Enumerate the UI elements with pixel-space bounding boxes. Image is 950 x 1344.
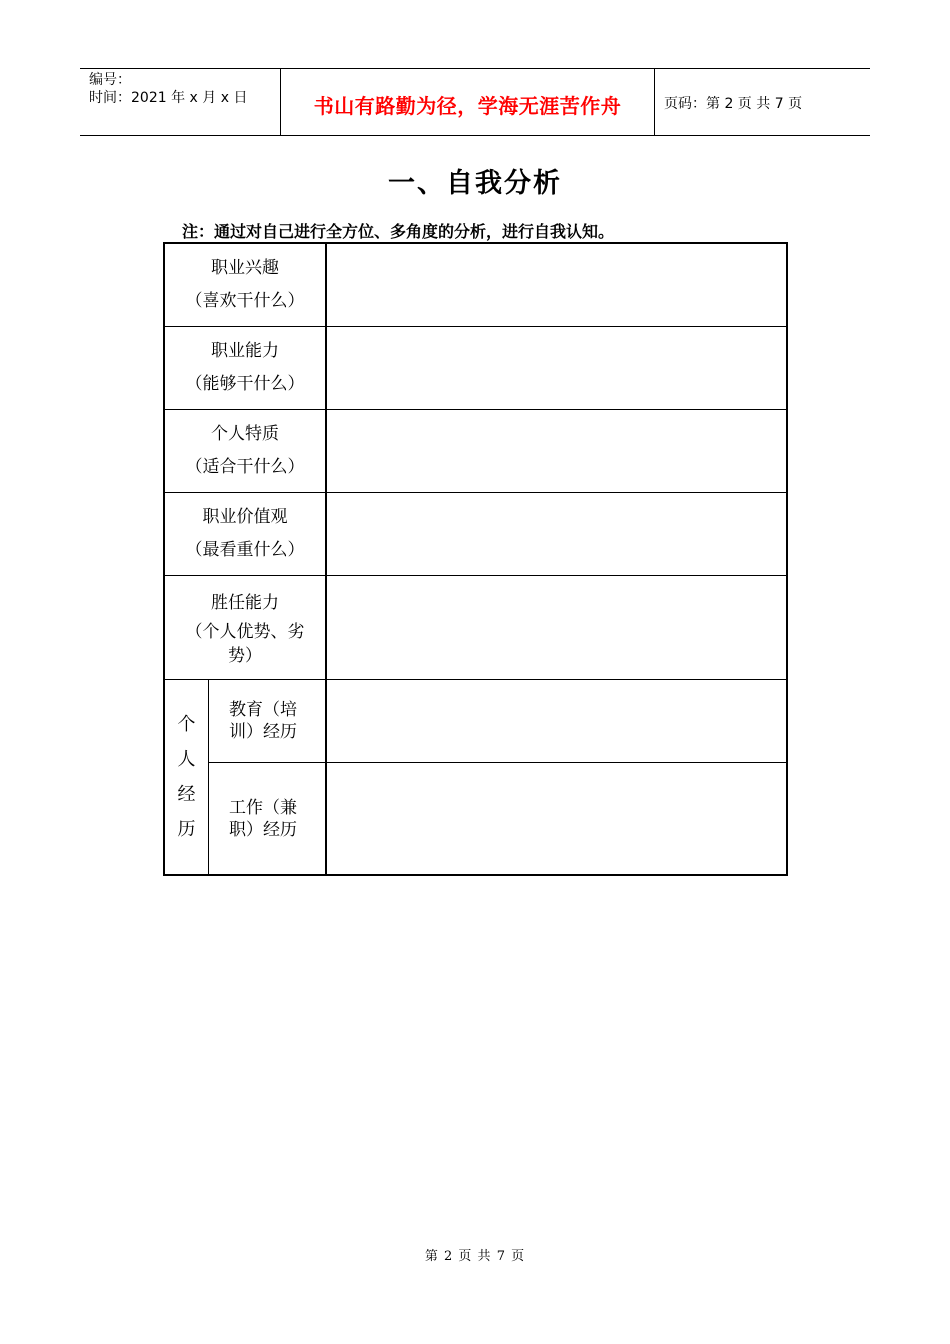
row-label-subtitle: （适合干什么） [185, 457, 305, 477]
document-header [80, 68, 870, 136]
header-meta [80, 69, 281, 135]
work-label: 工作（兼职）经历 [229, 797, 297, 840]
personal-experience-label [165, 680, 209, 874]
education-label-cell [209, 680, 327, 762]
row-label-subtitle: （最看重什么） [185, 540, 305, 560]
personal-experience-block [165, 680, 786, 874]
table-row [165, 576, 786, 680]
document-date: 时间：2021 年 x 月 x 日 [89, 90, 248, 106]
row-label-subtitle: （个人优势、劣势） [185, 622, 305, 666]
side-char: 经 [177, 784, 196, 805]
row-label [165, 576, 327, 679]
side-char: 人 [177, 749, 196, 770]
row-label-title: 个人特质 [211, 424, 279, 444]
table-row [165, 327, 786, 410]
education-value-cell[interactable] [327, 680, 786, 762]
work-row [209, 763, 786, 874]
row-value-cell[interactable] [327, 244, 786, 326]
header-page-info: 页码：第 2 页 共 7 页 [664, 96, 803, 112]
header-motto: 书山有路勤为径，学海无涯苦作舟 [281, 69, 655, 135]
section-title: 一、自我分析 [388, 168, 562, 199]
page-footer: 第 2 页 共 7 页 [424, 1249, 526, 1264]
row-label [165, 493, 327, 575]
side-char: 历 [177, 819, 196, 840]
row-value-cell[interactable] [327, 410, 786, 492]
row-label [165, 244, 327, 326]
table-row [165, 493, 786, 576]
work-value-cell[interactable] [327, 763, 786, 874]
row-label-subtitle: （能够干什么） [185, 374, 305, 394]
side-char: 个 [177, 714, 196, 735]
row-label-title: 职业能力 [211, 341, 279, 361]
work-label-cell [209, 763, 327, 874]
education-row [209, 680, 786, 763]
row-label-title: 职业兴趣 [211, 258, 279, 278]
row-label [165, 327, 327, 409]
table-row [165, 410, 786, 493]
self-analysis-table [163, 242, 788, 876]
table-row [165, 244, 786, 327]
row-value-cell[interactable] [327, 576, 786, 679]
row-label [165, 410, 327, 492]
education-label: 教育（培训）经历 [229, 700, 297, 742]
document-number-label: 编号： [89, 72, 131, 88]
row-value-cell[interactable] [327, 327, 786, 409]
row-label-title: 职业价值观 [202, 507, 288, 527]
experience-rows [209, 680, 786, 874]
row-label-subtitle: （喜欢干什么） [185, 291, 305, 311]
row-label-title: 胜任能力 [211, 593, 279, 613]
section-note: 注：通过对自己进行全方位、多角度的分析，进行自我认知。 [182, 222, 615, 241]
row-value-cell[interactable] [327, 493, 786, 575]
